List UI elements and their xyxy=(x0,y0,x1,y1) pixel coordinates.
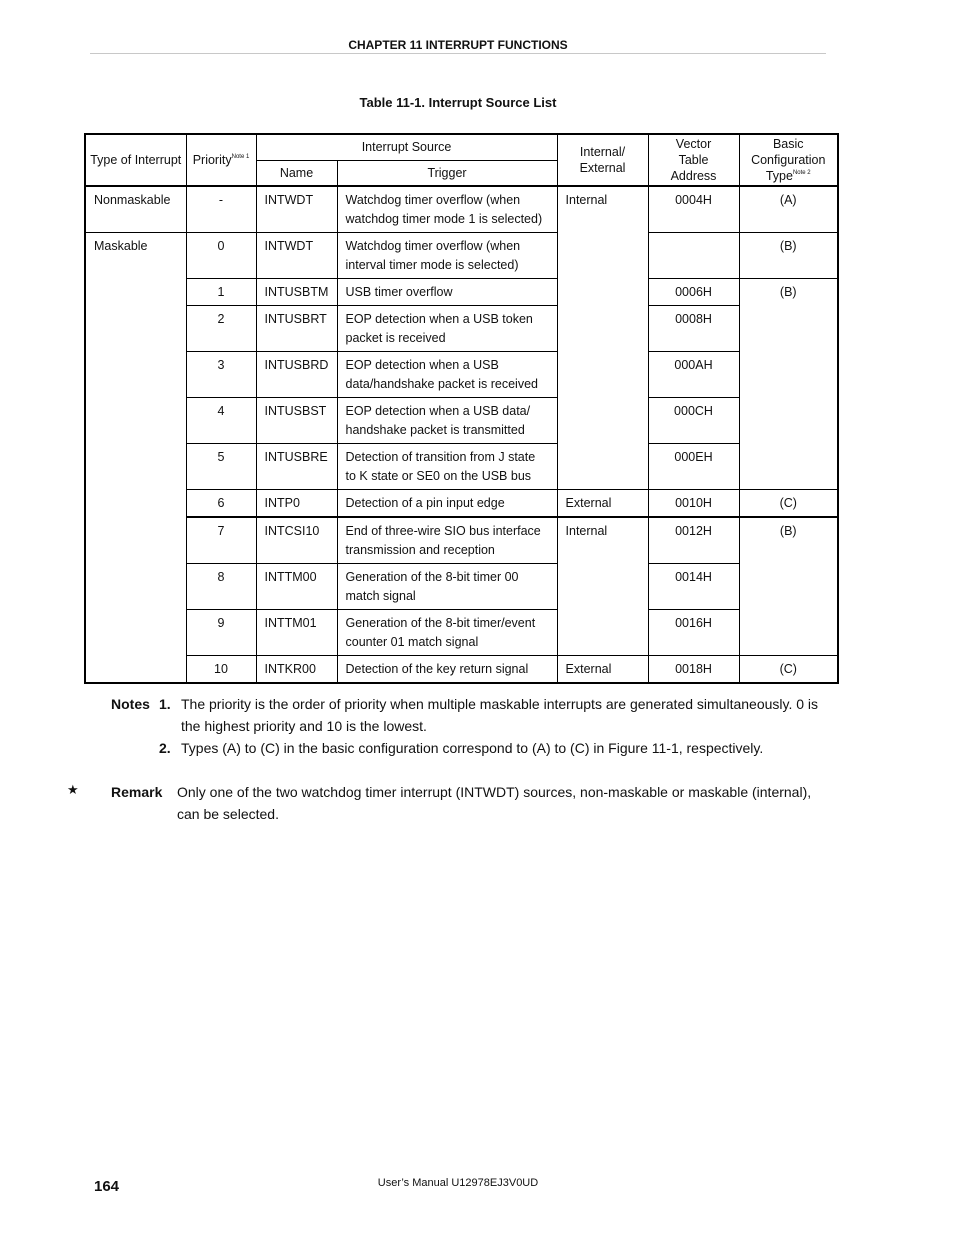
header-internal-external: Internal/ External xyxy=(557,134,648,186)
table-caption: Table 11-1. Interrupt Source List xyxy=(359,95,557,110)
priority-cell: 8 xyxy=(186,564,256,610)
name-cell: INTUSBRD xyxy=(256,352,337,398)
priority-cell: 5 xyxy=(186,444,256,490)
header-name: Name xyxy=(256,160,337,186)
priority-cell: 6 xyxy=(186,490,256,518)
priority-cell: 9 xyxy=(186,610,256,656)
header-basic-configuration: Basic Configuration Type$^{Note 2}$ xyxy=(739,134,838,186)
table-row xyxy=(85,444,838,490)
name-cell: INTUSBTM xyxy=(256,279,337,306)
note-number: 2. xyxy=(159,740,171,756)
trigger-cell: EOP detection when a USB data/ handshake packet is transmitted xyxy=(337,398,557,444)
table-row xyxy=(85,352,838,398)
vector-cell: 0004H xyxy=(648,186,739,233)
vector-cell: 000CH xyxy=(648,398,739,444)
trigger-cell: Generation of the 8-bit timer 00 match signal xyxy=(337,564,557,610)
header-type: Type of Interrupt xyxy=(85,134,186,186)
internal-external-cell: External xyxy=(557,656,648,684)
priority-cell: 3 xyxy=(186,352,256,398)
table-row xyxy=(85,306,838,352)
table-row xyxy=(85,517,838,564)
note-item xyxy=(111,737,831,759)
name-cell: INTWDT xyxy=(256,233,337,279)
table-row xyxy=(85,233,838,279)
name-cell: INTUSBST xyxy=(256,398,337,444)
basic-type-cell: (C) xyxy=(739,656,838,684)
header-vector-address: Vector Table Address xyxy=(648,134,739,186)
vector-cell: 0010H xyxy=(648,490,739,518)
priority-cell: - xyxy=(186,186,256,233)
name-cell: INTCSI10 xyxy=(256,517,337,564)
note-text: Types (A) to (C) in the basic configuration correspond to (A) to (C) in Figure 11-1, respectively. xyxy=(181,740,764,756)
table-row xyxy=(85,610,838,656)
vector-cell xyxy=(648,233,739,279)
vector-cell: 000AH xyxy=(648,352,739,398)
header-rule xyxy=(90,53,826,54)
internal-external-cell: Internal xyxy=(557,186,648,490)
star-icon: ★ xyxy=(67,782,79,797)
note-1-ref: Note 1 xyxy=(231,154,250,160)
vector-cell: 0016H xyxy=(648,610,739,656)
vector-cell: 0018H xyxy=(648,656,739,684)
priority-cell: 2 xyxy=(186,306,256,352)
priority-cell: 10 xyxy=(186,656,256,684)
table-row xyxy=(85,490,838,518)
trigger-cell: EOP detection when a USB token packet is received xyxy=(337,306,557,352)
name-cell: INTWDT xyxy=(256,186,337,233)
name-cell: INTUSBRT xyxy=(256,306,337,352)
note-number: 1. xyxy=(159,696,171,712)
remark-label: Remark xyxy=(111,784,163,800)
trigger-cell: Detection of transition from J state to K state or SE0 on the USB bus xyxy=(337,444,557,490)
trigger-cell: Detection of the key return signal xyxy=(337,656,557,684)
name-cell: INTTM00 xyxy=(256,564,337,610)
vector-cell: 0012H xyxy=(648,517,739,564)
note-2-ref: Note 2 xyxy=(792,170,811,176)
header-interrupt-source: Interrupt Source xyxy=(256,134,557,160)
notes-label: Notes xyxy=(111,696,150,712)
page-number: 164 xyxy=(94,1178,120,1195)
type-cell: Maskable xyxy=(85,233,186,684)
notes-section xyxy=(111,693,831,759)
basic-type-cell: (A) xyxy=(739,186,838,233)
trigger-cell: Generation of the 8-bit timer/event counter 01 match signal xyxy=(337,610,557,656)
note-text: The priority is the order of priority when multiple maskable interrupts are generated simultaneously. 0 is the highest priority and 10 is the lowest. xyxy=(181,696,819,734)
trigger-cell: End of three-wire SIO bus interface transmission and reception xyxy=(337,517,557,564)
basic-type-cell: (C) xyxy=(739,490,838,518)
chapter-header: CHAPTER 11 INTERRUPT FUNCTIONS xyxy=(348,38,568,52)
internal-external-cell: External xyxy=(557,490,648,518)
basic-type-cell: (B) xyxy=(739,279,838,490)
name-cell: INTP0 xyxy=(256,490,337,518)
basic-type-cell: (B) xyxy=(739,517,838,656)
name-cell: INTUSBRE xyxy=(256,444,337,490)
vector-cell: 0008H xyxy=(648,306,739,352)
note-item xyxy=(111,693,831,737)
remark-text: Only one of the two watchdog timer interrupt (INTWDT) sources, non-maskable or maskable (internal), can be selected. xyxy=(177,784,812,822)
internal-external-cell: Internal xyxy=(557,517,648,656)
priority-cell: 7 xyxy=(186,517,256,564)
footer-manual: User’s Manual U12978EJ3V0UD xyxy=(377,1177,539,1189)
trigger-cell: Detection of a pin input edge xyxy=(337,490,557,518)
name-cell: INTKR00 xyxy=(256,656,337,684)
vector-cell: 0014H xyxy=(648,564,739,610)
priority-cell: 1 xyxy=(186,279,256,306)
remark-section xyxy=(111,781,831,825)
basic-type-cell: (B) xyxy=(739,233,838,279)
header-trigger: Trigger xyxy=(337,160,557,186)
table-row xyxy=(85,656,838,684)
priority-cell: 0 xyxy=(186,233,256,279)
trigger-cell: Watchdog timer overflow (when watchdog timer mode 1 is selected) xyxy=(337,186,557,233)
interrupt-source-table xyxy=(84,133,839,684)
table-row xyxy=(85,279,838,306)
vector-cell: 000EH xyxy=(648,444,739,490)
table-row xyxy=(85,564,838,610)
header-priority: Priority$^{Note 1}$ xyxy=(186,134,256,186)
name-cell: INTTM01 xyxy=(256,610,337,656)
table-row xyxy=(85,186,838,233)
priority-cell: 4 xyxy=(186,398,256,444)
trigger-cell: USB timer overflow xyxy=(337,279,557,306)
table-row xyxy=(85,398,838,444)
trigger-cell: EOP detection when a USB data/handshake packet is received xyxy=(337,352,557,398)
vector-cell: 0006H xyxy=(648,279,739,306)
trigger-cell: Watchdog timer overflow (when interval timer mode is selected) xyxy=(337,233,557,279)
type-cell: Nonmaskable xyxy=(85,186,186,233)
